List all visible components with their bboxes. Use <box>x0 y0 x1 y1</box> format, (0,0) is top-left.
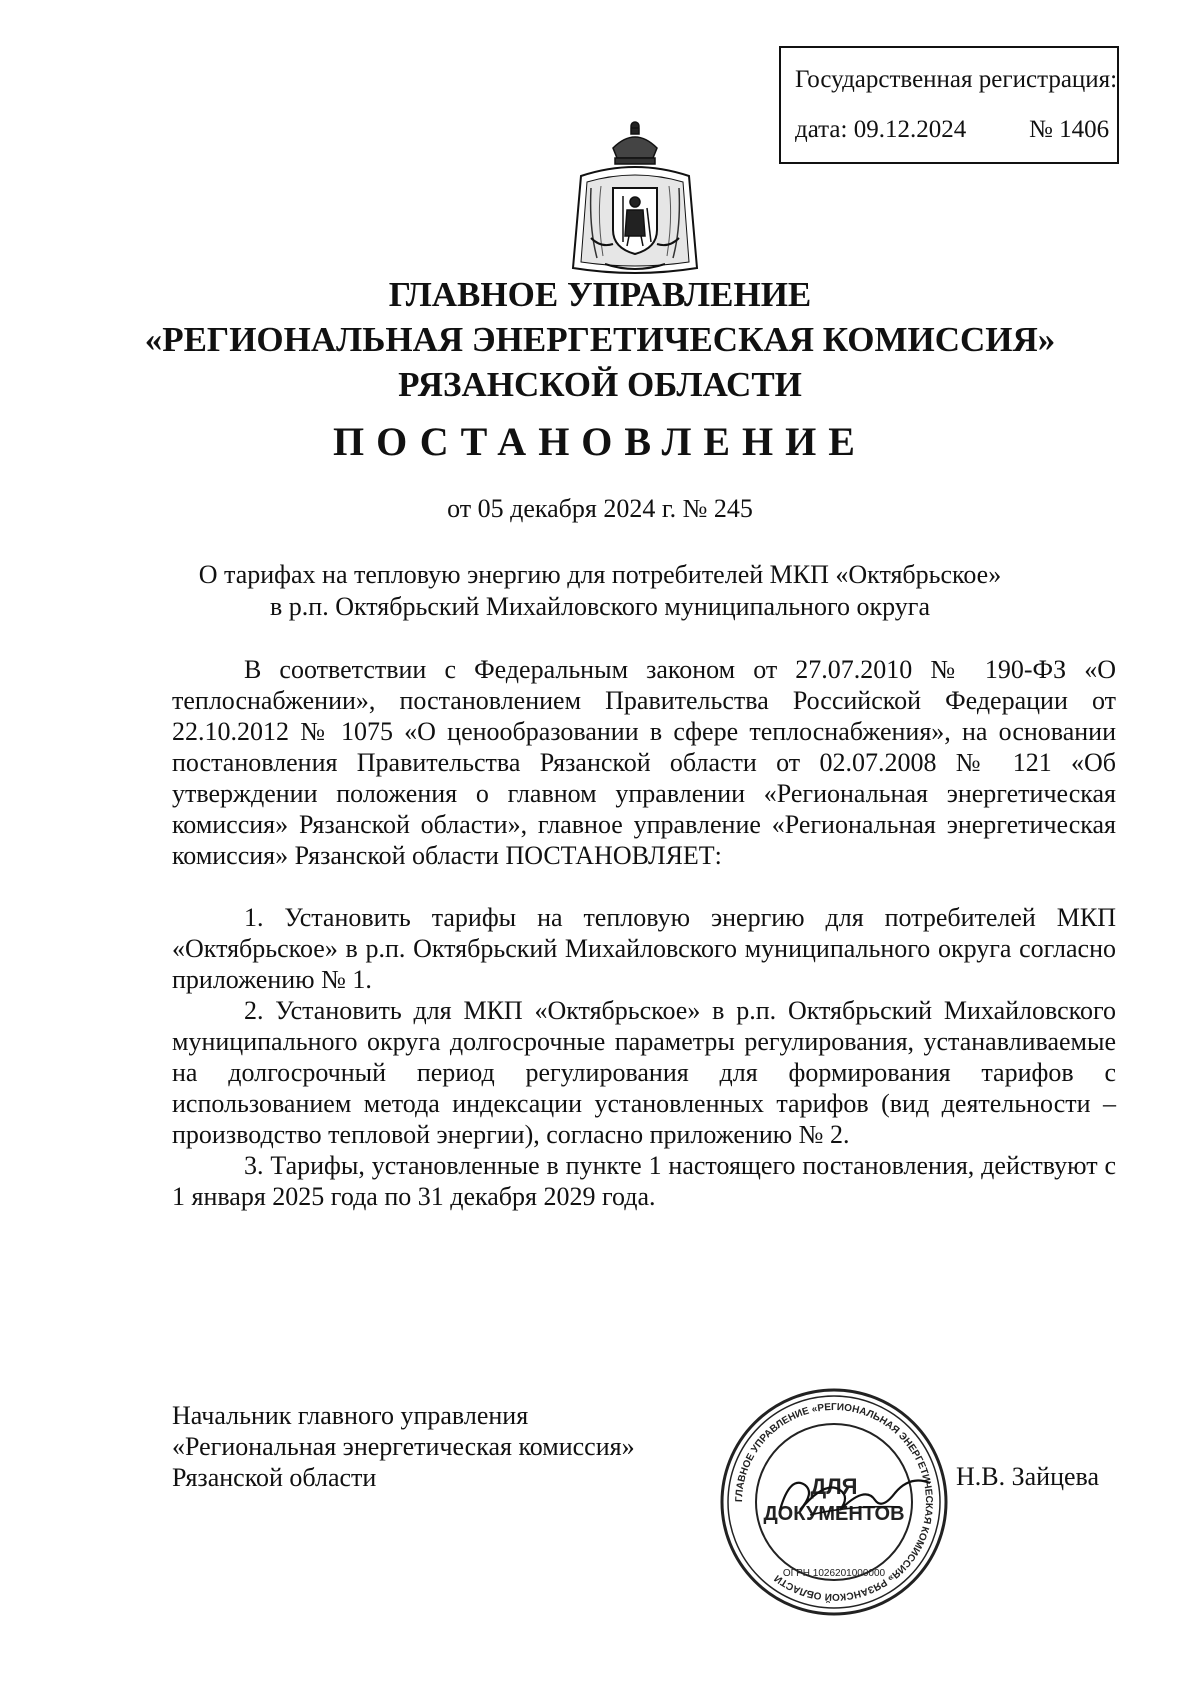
agency-line-3: РЯЗАНСКОЙ ОБЛАСТИ <box>398 365 802 404</box>
handwritten-signature <box>770 1455 940 1535</box>
document-subject <box>140 559 1060 623</box>
document-body <box>172 654 1116 1212</box>
document-date-number: от 05 декабря 2024 г. № 245 <box>447 494 753 523</box>
registration-box <box>779 46 1119 164</box>
document-type: ПОСТАНОВЛЕНИЕ <box>333 419 867 464</box>
position-line-3: Рязанской области <box>172 1463 377 1492</box>
stamp-ogrn: ОГРН 1026201000000 <box>782 1568 886 1579</box>
agency-name <box>0 272 1200 407</box>
preamble-paragraph: В соответствии с Федеральным законом от 27.07.2010 № 190-ФЗ «О теплоснабжении», постановлением Правительства Российской Федерации от 22.10.2012 № 1075 «О ценообразовании в сфере теплоснабжения», на основании постановления Правительства Рязанской области от 02.07.2008 № 121 «Об утверждении положения о главном управлении «Региональная энергетическая комиссия» Рязанской области», главное управление «Региональная энергетическая комиссия» Рязанской области ПОСТАНОВЛЯЕТ: <box>172 655 1116 870</box>
item-2-paragraph: 2. Установить для МКП «Октябрьское» в р.п. Октябрьский Михайловского муниципального округа долгосрочные параметры регулирования, устанавливаемые на долгосрочный период регулирования для формирования тарифов с использованием метода индексации установленных тарифов (вид деятельности – производство тепловой энергии), согласно приложению № 2. <box>172 996 1116 1149</box>
coat-of-arms-emblem <box>561 118 709 278</box>
subject-line-1: О тарифах на тепловую энергию для потребителей МКП «Октябрьское» <box>198 560 1002 589</box>
registration-number: № 1406 <box>1029 116 1110 143</box>
item-1-paragraph: 1. Установить тарифы на тепловую энергию для потребителей МКП «Октябрьское» в р.п. Октябрьский Михайловского муниципального округа согласно приложению № 1. <box>172 903 1116 994</box>
agency-line-1: ГЛАВНОЕ УПРАВЛЕНИЕ <box>388 275 812 314</box>
stamp-ring-text: ГЛАВНОЕ УПРАВЛЕНИЕ «РЕГИОНАЛЬНАЯ ЭНЕРГЕТИЧЕСКАЯ КОМИССИЯ» РЯЗАНСКОЙ ОБЛАСТИ <box>733 1401 935 1603</box>
item-3-paragraph: 3. Тарифы, установленные в пункте 1 настоящего постановления, действуют с 1 января 2025 года по 31 декабря 2029 года. <box>172 1151 1116 1211</box>
stamp-center-bottom: ДОКУМЕНТОВ <box>763 1503 905 1525</box>
position-line-2: «Региональная энергетическая комиссия» <box>172 1432 635 1461</box>
stamp-center-top: ДЛЯ <box>810 1474 858 1499</box>
registration-title: Государственная регистрация: <box>795 66 1118 93</box>
position-line-1: Начальник главного управления <box>172 1401 529 1430</box>
subject-line-2: в р.п. Октябрьский Михайловского муниципального округа <box>270 592 930 621</box>
signatory-position <box>172 1400 635 1493</box>
signatory-name: Н.В. Зайцева <box>956 1462 1100 1491</box>
registration-date: дата: 09.12.2024 <box>795 116 967 143</box>
agency-line-2: «РЕГИОНАЛЬНАЯ ЭНЕРГЕТИЧЕСКАЯ КОМИССИЯ» <box>144 320 1056 359</box>
